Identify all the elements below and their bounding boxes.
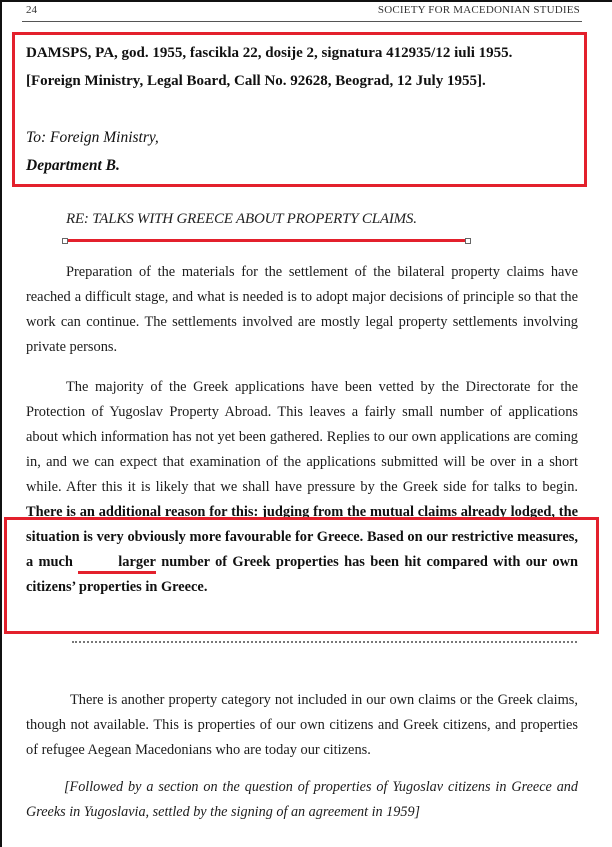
paragraph-1: Preparation of the materials for the settlement of the bilateral property claims have reached a difficult stage, and what is needed is to adopt major decisions of principle so that the work can continue. The settlements involved are mostly legal property settlements involving private persons.	[26, 264, 578, 355]
addressee-department: Department B.	[26, 157, 120, 174]
header-rule	[22, 21, 582, 22]
paragraph-2-emphasis-b: number of Greek properties has been hit compared with our own citizens’ properties in Greece.	[26, 554, 578, 595]
subject-underline	[64, 239, 469, 242]
editorial-note: [Followed by a section on the question of properties of Yugoslav citizens in Greece and Greeks in Yugoslavia, settled by the signing of an agreement in 1959]	[26, 779, 578, 820]
running-head: SOCIETY FOR MACEDONIAN STUDIES	[377, 4, 580, 16]
page-border-top	[0, 0, 612, 2]
source-citation	[26, 39, 586, 95]
page-number: 24	[26, 4, 37, 16]
source-line-2: [Foreign Ministry, Legal Board, Call No. 92628, Beograd, 12 July 1955].	[26, 73, 486, 89]
page-border-left	[0, 0, 2, 847]
paragraph-2-plain: The majority of the Greek applications have been vetted by the Directorate for the Protection of Yugoslav Property Abroad. This leaves a fairly small number of applications about which information has not yet been gathered. Replies to our own applications are coming in, and we can expect that examination of the applications submitted will be over in a short while. After this it is likely that we shall have pressure by the Greek side for talks to begin.	[26, 379, 578, 495]
addressee-to: To: Foreign Ministry,	[26, 129, 159, 146]
subject-line: RE: TALKS WITH GREECE ABOUT PROPERTY CLAIMS.	[66, 211, 417, 227]
selection-handle-right[interactable]	[465, 238, 471, 244]
page-header	[26, 4, 580, 22]
paragraph-2-emphasis-a: There is an additional reason for this: judging from the mutual claims already lodged, the situation is very obviously more favourable for Greece. Based on our restrictive measures, a much	[26, 504, 578, 570]
dotted-separator	[72, 641, 577, 643]
highlight-box-emphasis	[4, 517, 599, 634]
selection-handle-left[interactable]	[62, 238, 68, 244]
paragraph-3: There is another property category not included in our own claims or the Greek claims, though not available. This is properties of our own citizens and Greek citizens, and properties of refugee Aegean Macedonians who are today our citizens.	[26, 692, 578, 758]
underlined-word-larger: larger	[78, 554, 156, 574]
addressee	[26, 124, 159, 180]
source-line-1: DAMSPS, PA, god. 1955, fascikla 22, dosije 2, signatura 412935/12 iuli 1955.	[26, 45, 513, 61]
